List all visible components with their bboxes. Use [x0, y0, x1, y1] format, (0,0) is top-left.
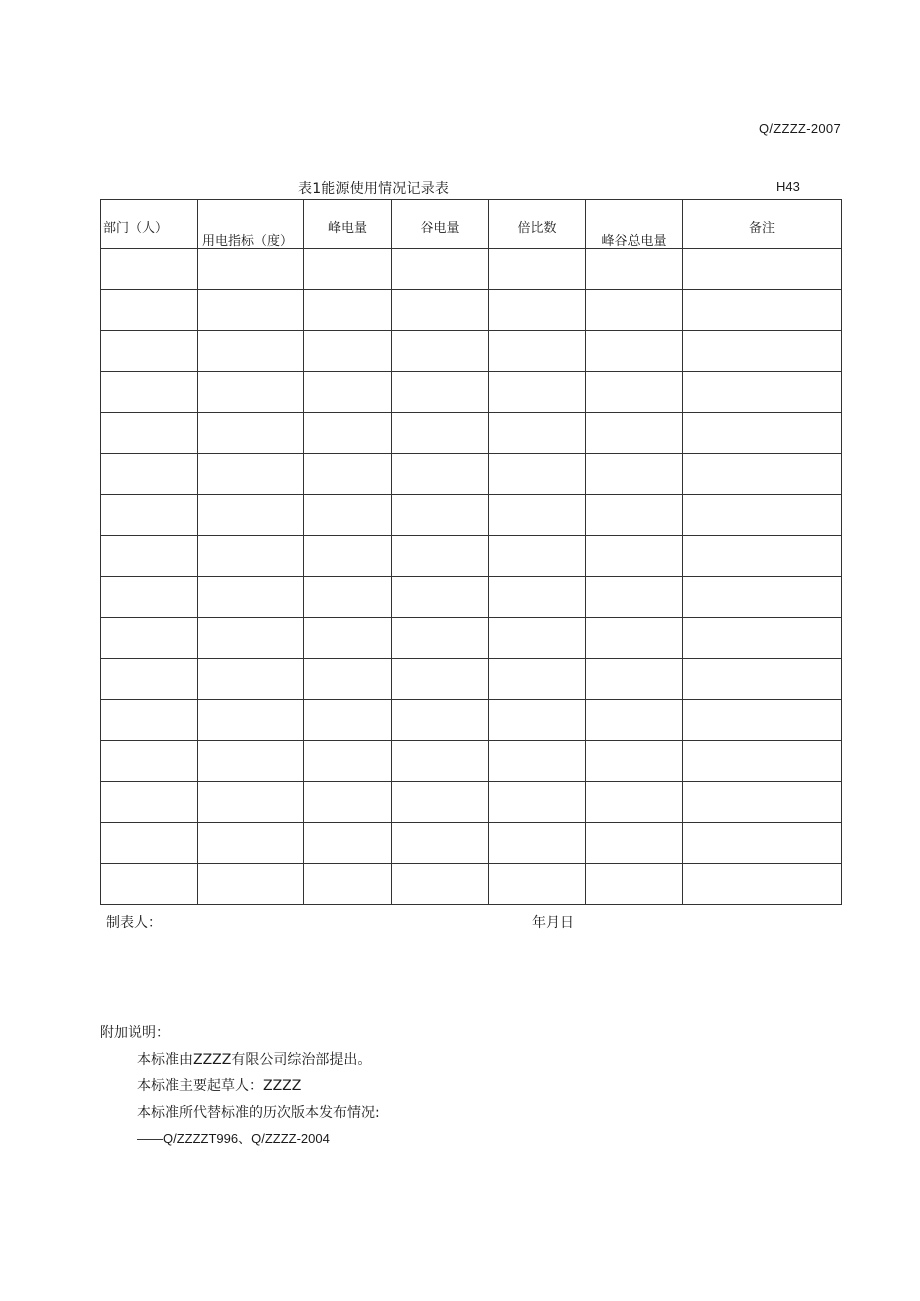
table-cell[interactable]: [198, 413, 304, 454]
table-cell[interactable]: [392, 618, 489, 659]
table-cell[interactable]: [489, 659, 586, 700]
table-cell[interactable]: [304, 372, 392, 413]
table-cell[interactable]: [489, 372, 586, 413]
table-cell[interactable]: [489, 331, 586, 372]
additional-notes: [100, 1020, 380, 1153]
table-cell[interactable]: [101, 782, 198, 823]
table-cell[interactable]: [101, 413, 198, 454]
table-cell[interactable]: [683, 331, 842, 372]
column-header-department: 部门（人）: [101, 200, 198, 249]
table-row: [101, 823, 842, 864]
table-cell[interactable]: [683, 290, 842, 331]
table-cell[interactable]: [489, 536, 586, 577]
table-cell[interactable]: [304, 618, 392, 659]
table-cell[interactable]: [586, 413, 683, 454]
table-cell[interactable]: [198, 659, 304, 700]
table-cell[interactable]: [198, 372, 304, 413]
table-cell[interactable]: [392, 823, 489, 864]
table-cell[interactable]: [683, 659, 842, 700]
table-cell[interactable]: [392, 864, 489, 905]
table-cell[interactable]: [586, 864, 683, 905]
table-cell[interactable]: [304, 413, 392, 454]
table-code: H43: [776, 179, 800, 194]
table-cell[interactable]: [304, 700, 392, 741]
table-cell[interactable]: [198, 454, 304, 495]
table-cell[interactable]: [392, 413, 489, 454]
table-row: [101, 782, 842, 823]
table-cell[interactable]: [304, 782, 392, 823]
standard-code: Q/ZZZZ-2007: [758, 121, 841, 136]
column-header-remarks: 备注: [683, 200, 842, 249]
table-cell[interactable]: [392, 454, 489, 495]
table-cell[interactable]: [683, 249, 842, 290]
table-row: [101, 659, 842, 700]
table-cell[interactable]: [586, 700, 683, 741]
energy-usage-table: [100, 199, 842, 905]
table-cell[interactable]: [683, 372, 842, 413]
table-row: [101, 454, 842, 495]
table-cell[interactable]: [586, 823, 683, 864]
column-header-peak-power: 峰电量: [304, 200, 392, 249]
table-cell[interactable]: [683, 536, 842, 577]
table-title: 表1能源使用情况记录表: [298, 181, 450, 197]
table-cell[interactable]: [586, 372, 683, 413]
table-row: [101, 372, 842, 413]
date-label: 年月日: [532, 915, 574, 931]
table-cell[interactable]: [489, 741, 586, 782]
table-cell[interactable]: [198, 331, 304, 372]
table-cell[interactable]: [586, 782, 683, 823]
column-header-ratio: 倍比数: [489, 200, 586, 249]
table-cell[interactable]: [489, 454, 586, 495]
column-header-valley-power: 谷电量: [392, 200, 489, 249]
table-cell[interactable]: [683, 864, 842, 905]
table-cell[interactable]: [304, 577, 392, 618]
table-cell[interactable]: [392, 577, 489, 618]
table-cell[interactable]: [683, 495, 842, 536]
table-body: [101, 249, 842, 905]
table-cell[interactable]: [304, 331, 392, 372]
table-cell[interactable]: [489, 577, 586, 618]
table-cell[interactable]: [586, 741, 683, 782]
table-cell[interactable]: [101, 577, 198, 618]
table-row: [101, 290, 842, 331]
table-cell[interactable]: [198, 782, 304, 823]
table-cell[interactable]: [683, 454, 842, 495]
table-cell[interactable]: [392, 372, 489, 413]
table-cell[interactable]: [101, 741, 198, 782]
table-cell[interactable]: [489, 249, 586, 290]
notes-line-history: 本标准所代替标准的历次版本发布情况:: [137, 1104, 380, 1121]
table-cell[interactable]: [101, 659, 198, 700]
table-cell[interactable]: [392, 782, 489, 823]
table-cell[interactable]: [198, 741, 304, 782]
table-cell[interactable]: [198, 823, 304, 864]
table-cell[interactable]: [101, 823, 198, 864]
table-cell[interactable]: [683, 618, 842, 659]
table-cell[interactable]: [586, 577, 683, 618]
table-header-row: [101, 200, 842, 249]
table-row: [101, 741, 842, 782]
table-cell[interactable]: [392, 495, 489, 536]
table-cell[interactable]: [304, 659, 392, 700]
table-cell[interactable]: [586, 290, 683, 331]
table-row: [101, 536, 842, 577]
table-cell[interactable]: [392, 249, 489, 290]
table-cell[interactable]: [101, 618, 198, 659]
notes-line-versions: ——Q/ZZZZT996、Q/ZZZZ-2004: [137, 1131, 330, 1146]
table-row: [101, 249, 842, 290]
table-cell[interactable]: [392, 536, 489, 577]
table-cell[interactable]: [683, 577, 842, 618]
table-cell[interactable]: [489, 495, 586, 536]
table-cell[interactable]: [586, 249, 683, 290]
table-cell[interactable]: [304, 249, 392, 290]
table-cell[interactable]: [586, 331, 683, 372]
table-cell[interactable]: [304, 741, 392, 782]
table-cell[interactable]: [198, 618, 304, 659]
table-row: [101, 413, 842, 454]
table-cell[interactable]: [683, 700, 842, 741]
table-cell[interactable]: [392, 290, 489, 331]
table-cell[interactable]: [586, 495, 683, 536]
table-cell[interactable]: [101, 372, 198, 413]
table-cell[interactable]: [101, 454, 198, 495]
table-cell[interactable]: [304, 495, 392, 536]
table-cell[interactable]: [304, 536, 392, 577]
table-cell[interactable]: [304, 823, 392, 864]
table-cell[interactable]: [683, 413, 842, 454]
notes-line-proposer: 本标准由ZZZZ有限公司综治部提出。: [137, 1051, 372, 1068]
table-cell[interactable]: [586, 454, 683, 495]
table-cell[interactable]: [489, 290, 586, 331]
table-cell[interactable]: [198, 495, 304, 536]
table-row: [101, 331, 842, 372]
table-cell[interactable]: [392, 741, 489, 782]
table-cell[interactable]: [586, 618, 683, 659]
table-cell[interactable]: [392, 700, 489, 741]
table-cell[interactable]: [683, 823, 842, 864]
table-cell[interactable]: [198, 700, 304, 741]
table-cell[interactable]: [586, 659, 683, 700]
notes-heading: 附加说明：: [100, 1025, 170, 1041]
maker-label: 制表人：: [106, 915, 162, 931]
table-cell[interactable]: [586, 536, 683, 577]
table-cell[interactable]: [101, 249, 198, 290]
table-cell[interactable]: [304, 454, 392, 495]
table-cell[interactable]: [683, 782, 842, 823]
table-cell[interactable]: [198, 536, 304, 577]
table-cell[interactable]: [198, 290, 304, 331]
table-cell[interactable]: [489, 864, 586, 905]
table-row: [101, 618, 842, 659]
column-header-power-quota: 用电指标（度）: [198, 200, 304, 249]
table-cell[interactable]: [489, 618, 586, 659]
column-header-total-power: 峰谷总电量: [586, 200, 683, 249]
table-cell[interactable]: [489, 782, 586, 823]
table-row: [101, 864, 842, 905]
table-row: [101, 577, 842, 618]
table-cell[interactable]: [101, 495, 198, 536]
table-cell[interactable]: [392, 331, 489, 372]
table-cell[interactable]: [101, 864, 198, 905]
table-row: [101, 700, 842, 741]
notes-line-drafter: 本标准主要起草人：ZZZZ: [137, 1078, 302, 1094]
table-cell[interactable]: [392, 659, 489, 700]
table-cell[interactable]: [304, 290, 392, 331]
table-cell[interactable]: [489, 413, 586, 454]
table-cell[interactable]: [101, 331, 198, 372]
table-cell[interactable]: [101, 290, 198, 331]
table-cell[interactable]: [683, 741, 842, 782]
table-cell[interactable]: [198, 577, 304, 618]
table-cell[interactable]: [304, 864, 392, 905]
table-cell[interactable]: [489, 823, 586, 864]
table-row: [101, 495, 842, 536]
table-cell[interactable]: [101, 700, 198, 741]
table-cell[interactable]: [198, 864, 304, 905]
table-cell[interactable]: [198, 249, 304, 290]
table-cell[interactable]: [489, 700, 586, 741]
table-cell[interactable]: [101, 536, 198, 577]
